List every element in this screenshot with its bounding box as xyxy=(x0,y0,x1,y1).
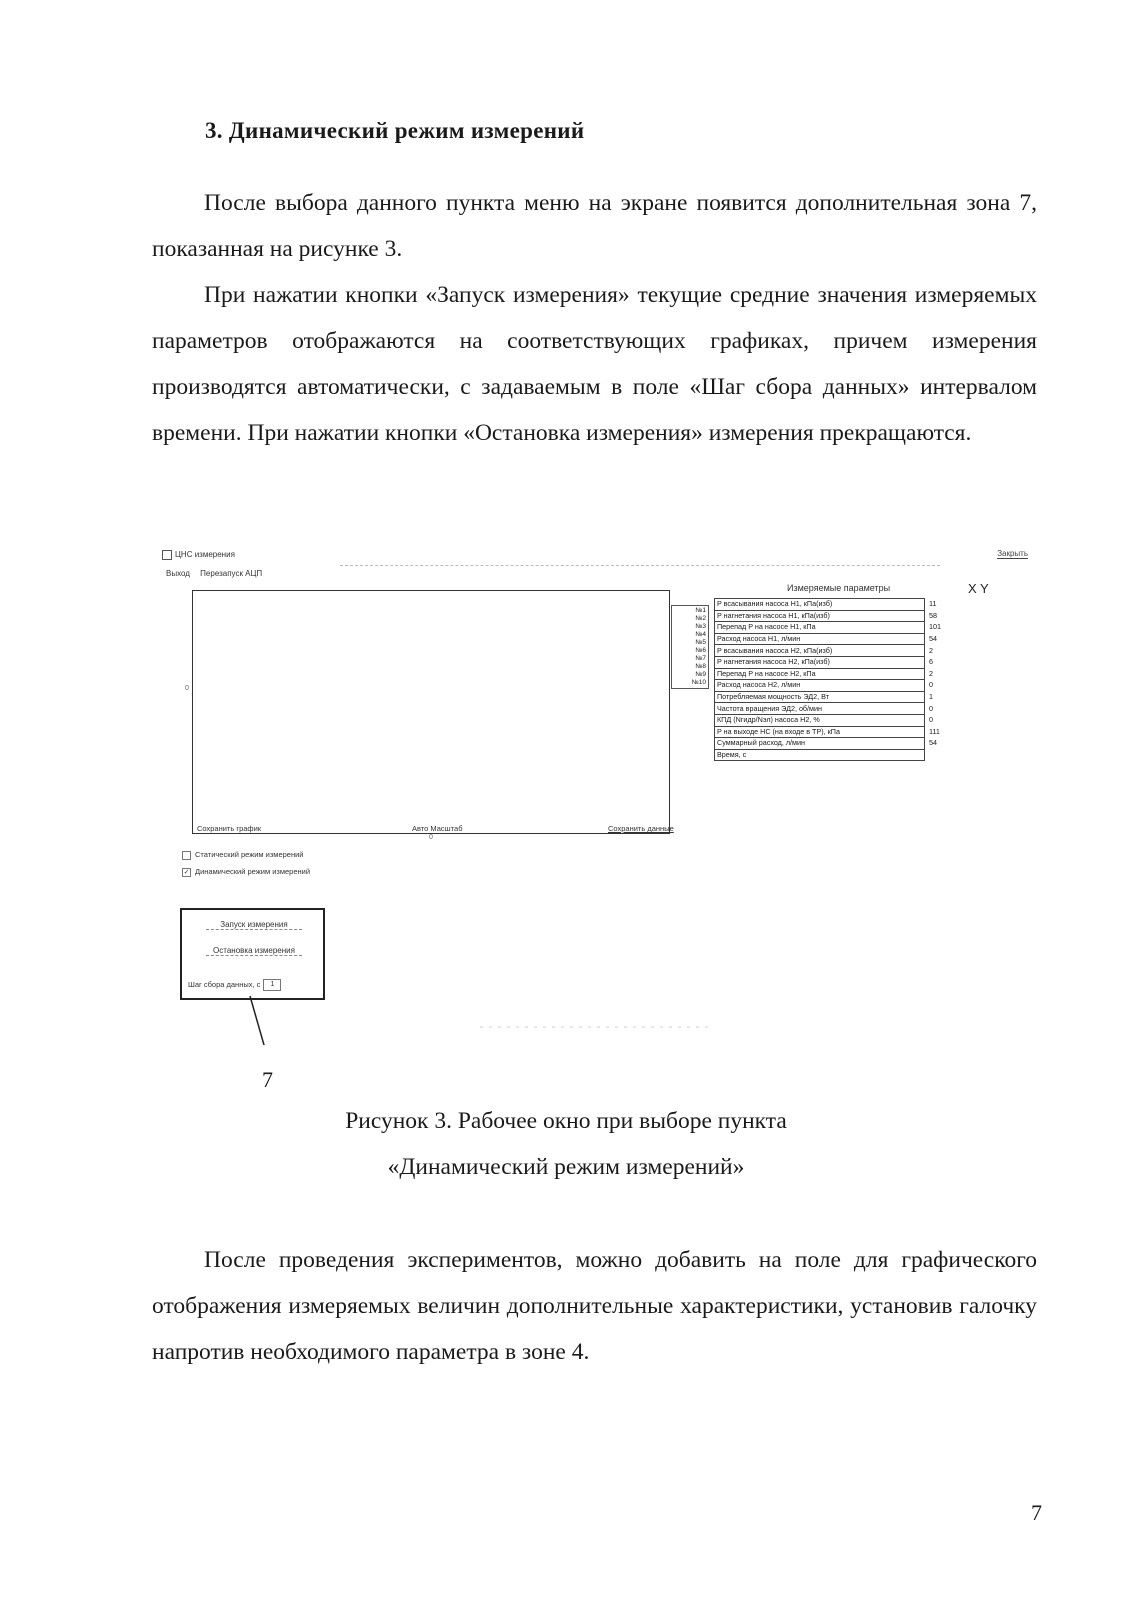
param-label[interactable]: P всасывания насоса Н1, кПа(изб) xyxy=(715,599,925,611)
window-title-text: ЦНС измерения xyxy=(175,550,235,560)
callout-number: 7 xyxy=(262,1067,273,1092)
save-data-button[interactable]: Сохранить данные xyxy=(608,824,674,833)
param-value: 1 xyxy=(929,692,933,702)
section-heading: 3. Динамический режим измерений xyxy=(205,118,585,143)
legend-item[interactable]: №5 xyxy=(695,639,706,646)
param-value: 2 xyxy=(929,645,933,655)
save-graph-button[interactable]: Сохранить график xyxy=(197,824,262,833)
param-value: 54 xyxy=(929,738,937,748)
close-button[interactable]: Закрыть xyxy=(997,549,1028,558)
param-label[interactable]: Время, с xyxy=(715,749,925,761)
param-value: 0 xyxy=(929,715,933,725)
param-value: 11 xyxy=(929,599,937,609)
legend-item[interactable]: №7 xyxy=(695,655,706,662)
plot-tick-left: 0 xyxy=(185,685,189,692)
param-value: 0 xyxy=(929,680,933,690)
figure-screenshot xyxy=(150,545,1040,1092)
legend-item[interactable]: №3 xyxy=(695,623,706,630)
param-label[interactable]: Расход насоса Н1, л/мин xyxy=(715,633,925,645)
param-label[interactable]: P нагнетания насоса Н2, кПа(изб) xyxy=(715,656,925,668)
paragraph-after-text: После проведения экспериментов, можно добавить на поле для графического отображения измеряемых величин дополнительные характеристики, установив галочку напротив необходимого параметра в зоне 4. xyxy=(152,1247,1037,1365)
param-label[interactable]: Потребляемая мощность ЭД2, Вт xyxy=(715,691,925,703)
param-value: 101 xyxy=(929,622,941,632)
page-number: 7 xyxy=(1031,1500,1042,1525)
paragraph-measurement-text: При нажатии кнопки «Запуск измерения» текущие средние значения измеряемых параметров отображаются на соответствующих графиках, причем измерения производятся автоматически, с задаваемым в поле «Шаг сбора данных» интервалом времени. При нажатии кнопки «Остановка измерения» измерения прекращаются. xyxy=(152,282,1037,446)
param-label[interactable]: Частота вращения ЭД2, об/мин xyxy=(715,703,925,715)
param-value: 6 xyxy=(929,657,933,667)
start-measurement-button[interactable]: Запуск измерения xyxy=(206,920,302,930)
dynamic-mode-label: Динамический режим измерений xyxy=(195,867,311,876)
param-label[interactable]: P всасывания насоса Н2, кПа(изб) xyxy=(715,645,925,657)
param-value: 111 xyxy=(929,726,940,736)
xy-label: X Y xyxy=(968,581,989,596)
figure-caption-line1: Рисунок 3. Рабочее окно при выборе пункта xyxy=(345,1108,787,1134)
param-value: 2 xyxy=(929,668,933,678)
param-value: 0 xyxy=(929,703,933,713)
auto-scale-button[interactable]: Авто Масштаб xyxy=(412,824,463,833)
checkmark-icon: ✓ xyxy=(183,868,190,876)
param-label[interactable]: P нагнетания насоса Н1, кПа(изб) xyxy=(715,610,925,622)
paragraph-intro xyxy=(152,180,1037,272)
figure-caption-line2: «Динамический режим измерений» xyxy=(387,1154,745,1180)
step-spinner[interactable]: 1 xyxy=(263,979,281,991)
stop-measurement-button[interactable]: Остановка измерения xyxy=(206,946,302,956)
params-title: Измеряемые параметры xyxy=(787,583,891,593)
plot-tick-bottom: 0 xyxy=(429,834,433,841)
menu-restart-adc[interactable]: Перезапуск АЦП xyxy=(200,569,263,578)
param-value: 58 xyxy=(929,610,937,620)
param-label[interactable]: Расход насоса Н2, л/мин xyxy=(715,680,925,692)
param-label[interactable]: Перепад P на насосе Н2, кПа xyxy=(715,668,925,680)
paragraph-after xyxy=(152,1237,1037,1375)
legend-item[interactable]: №2 xyxy=(695,615,706,622)
param-label[interactable]: P на выходе НС (на входе в ТР), кПа xyxy=(715,726,925,738)
menu-exit[interactable]: Выход xyxy=(166,569,190,578)
static-mode-label: Статический режим измерений xyxy=(195,850,304,859)
legend-item[interactable]: №6 xyxy=(695,647,706,654)
step-label: Шаг сбора данных, с xyxy=(188,979,261,989)
param-label[interactable]: Перепад P на насосе Н1, кПа xyxy=(715,622,925,634)
param-value: 54 xyxy=(929,634,937,644)
callout-line xyxy=(150,545,1040,1045)
legend-item[interactable]: №8 xyxy=(695,663,706,670)
legend-item[interactable]: №1 xyxy=(695,607,706,614)
param-label[interactable]: КПД (Nгидр/Nэл) насоса Н2, % xyxy=(715,714,925,726)
param-label[interactable]: Суммарный расход, л/мин xyxy=(715,738,925,750)
legend-item[interactable]: №9 xyxy=(695,671,706,678)
legend-item[interactable]: №4 xyxy=(695,631,706,638)
paragraph-measurement xyxy=(152,272,1037,456)
legend-item[interactable]: №10 xyxy=(691,679,706,686)
paragraph-intro-text: После выбора данного пункта меню на экране появится дополнительная зона 7, показанная на рисунке 3. xyxy=(152,190,1037,262)
